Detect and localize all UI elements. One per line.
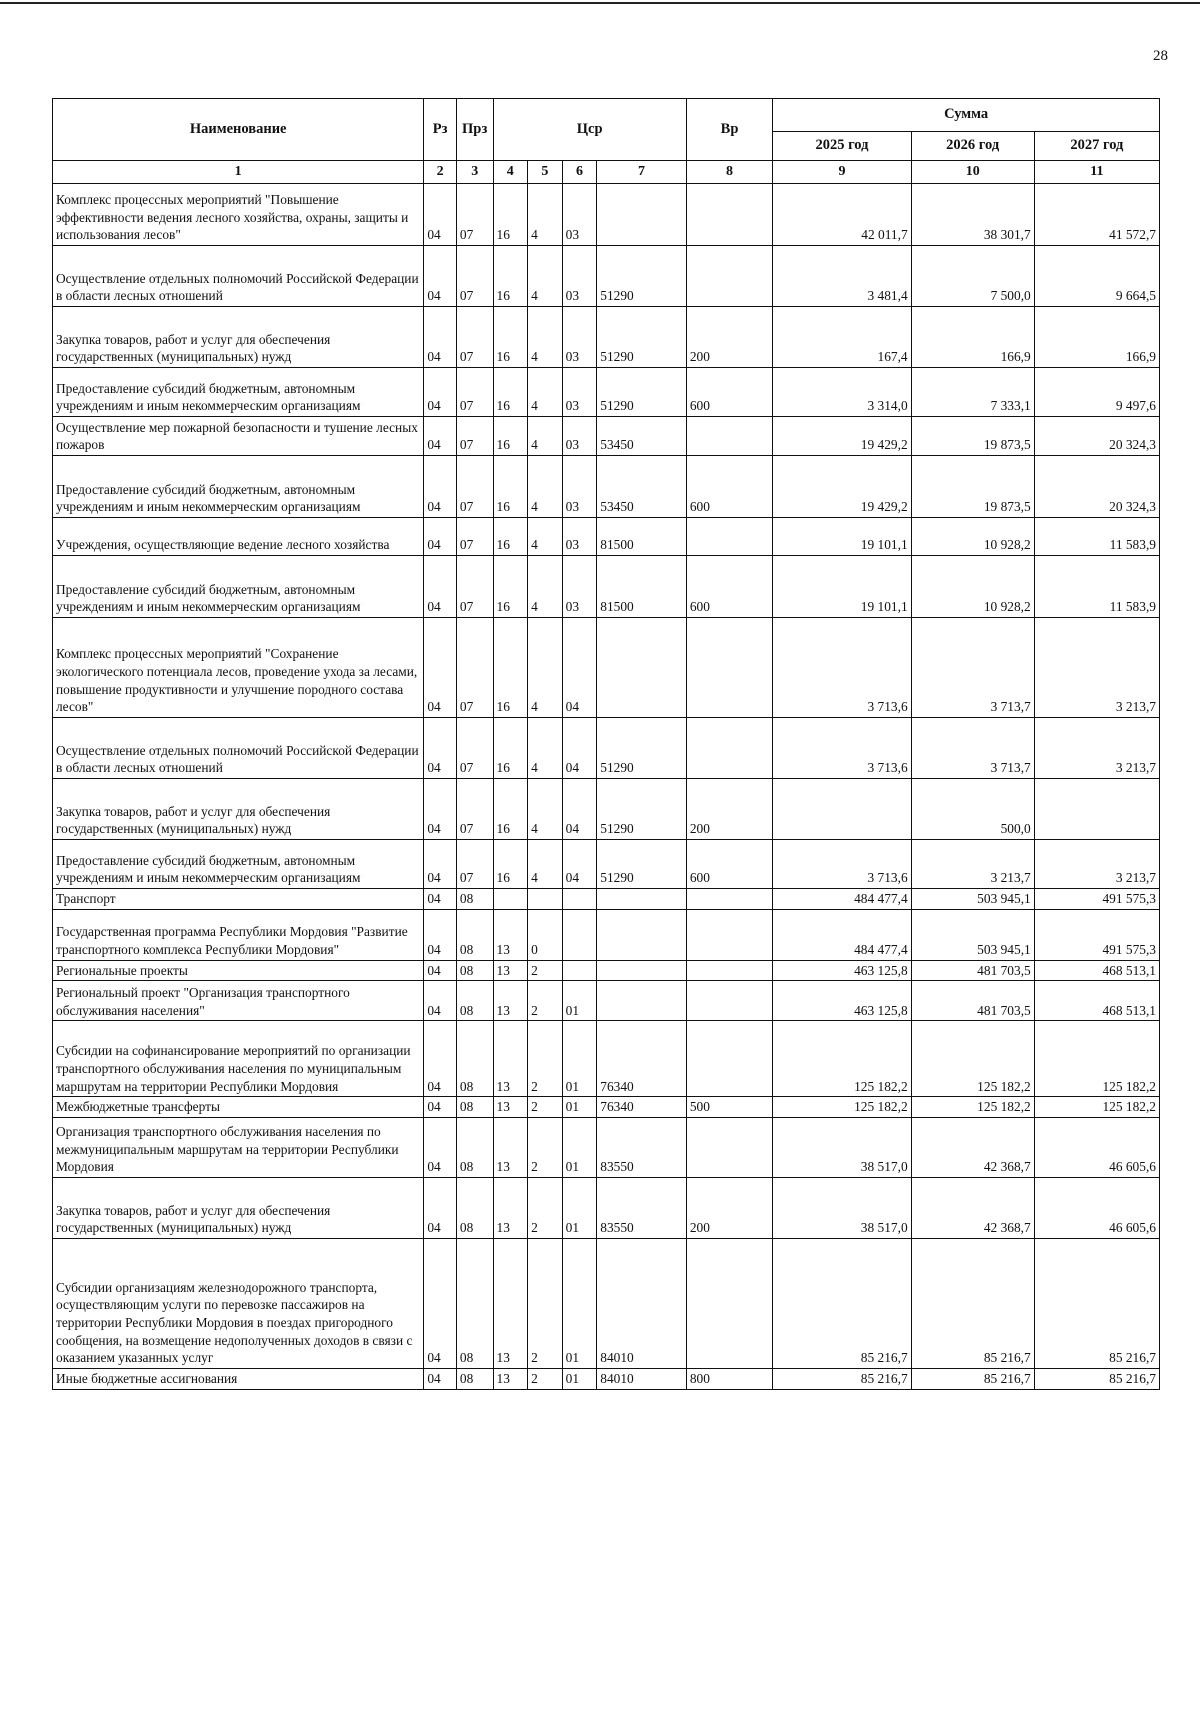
row-vr (686, 889, 772, 910)
row-csr-structure: 03 (562, 184, 597, 246)
row-amount-2025: 19 101,1 (773, 518, 911, 556)
row-csr-direction: 53450 (597, 456, 687, 518)
row-amount-2025: 125 182,2 (773, 1021, 911, 1097)
table-row (53, 1021, 1160, 1097)
row-csr-direction: 76340 (597, 1021, 687, 1097)
row-amount-2026: 481 703,5 (911, 981, 1034, 1021)
row-amount-2027: 41 572,7 (1034, 184, 1159, 246)
row-amount-2027: 491 575,3 (1034, 909, 1159, 960)
row-rz: 04 (424, 779, 457, 840)
row-csr-type: 2 (528, 1097, 563, 1118)
row-csr-program: 16 (493, 456, 528, 518)
row-prz: 07 (456, 368, 493, 417)
table-row (53, 889, 1160, 910)
row-csr-type: 2 (528, 960, 563, 981)
row-name: Предоставление субсидий бюджетным, автономным учреждениям и иным некоммерческим организациям (53, 456, 424, 518)
row-prz: 08 (456, 1118, 493, 1178)
row-amount-2026: 500,0 (911, 779, 1034, 840)
row-amount-2026: 481 703,5 (911, 960, 1034, 981)
row-name: Транспорт (53, 889, 424, 910)
row-prz: 08 (456, 1178, 493, 1239)
row-csr-type: 2 (528, 1118, 563, 1178)
row-prz: 08 (456, 1097, 493, 1118)
row-amount-2027: 85 216,7 (1034, 1239, 1159, 1369)
table-row (53, 909, 1160, 960)
row-vr (686, 1239, 772, 1369)
row-rz: 04 (424, 518, 457, 556)
column-number: 5 (528, 161, 563, 184)
row-amount-2027: 468 513,1 (1034, 981, 1159, 1021)
row-csr-type: 4 (528, 368, 563, 417)
row-name: Региональный проект "Организация транспортного обслуживания населения" (53, 981, 424, 1021)
header-prz: Прз (456, 99, 493, 161)
row-amount-2027: 85 216,7 (1034, 1369, 1159, 1390)
row-amount-2026: 3 713,7 (911, 718, 1034, 779)
row-csr-type: 2 (528, 1369, 563, 1390)
table-body (53, 184, 1160, 1390)
row-rz: 04 (424, 618, 457, 718)
row-prz: 07 (456, 417, 493, 456)
row-amount-2026: 42 368,7 (911, 1178, 1034, 1239)
row-csr-direction: 83550 (597, 1178, 687, 1239)
row-rz: 04 (424, 456, 457, 518)
row-csr-program: 13 (493, 960, 528, 981)
row-amount-2026: 10 928,2 (911, 556, 1034, 618)
row-amount-2025: 85 216,7 (773, 1369, 911, 1390)
row-name: Осуществление отдельных полномочий Российской Федерации в области лесных отношений (53, 246, 424, 307)
row-vr: 800 (686, 1369, 772, 1390)
row-amount-2026: 38 301,7 (911, 184, 1034, 246)
row-prz: 08 (456, 981, 493, 1021)
row-csr-direction: 81500 (597, 518, 687, 556)
row-amount-2026: 10 928,2 (911, 518, 1034, 556)
row-csr-structure (562, 909, 597, 960)
row-vr (686, 909, 772, 960)
row-amount-2025: 19 429,2 (773, 417, 911, 456)
row-csr-structure: 04 (562, 840, 597, 889)
row-csr-program: 16 (493, 718, 528, 779)
row-amount-2027: 9 664,5 (1034, 246, 1159, 307)
row-prz: 07 (456, 307, 493, 368)
row-csr-structure: 01 (562, 1369, 597, 1390)
row-vr: 600 (686, 368, 772, 417)
row-csr-program: 16 (493, 307, 528, 368)
table-row (53, 456, 1160, 518)
row-csr-type: 4 (528, 556, 563, 618)
row-csr-program (493, 889, 528, 910)
header-vr: Вр (686, 99, 772, 161)
row-csr-structure: 04 (562, 779, 597, 840)
header-year-2026: 2026 год (911, 132, 1034, 161)
row-csr-direction: 51290 (597, 840, 687, 889)
row-rz: 04 (424, 1178, 457, 1239)
row-amount-2025: 38 517,0 (773, 1178, 911, 1239)
row-amount-2026: 19 873,5 (911, 417, 1034, 456)
row-rz: 04 (424, 1118, 457, 1178)
row-csr-direction: 51290 (597, 779, 687, 840)
row-amount-2026: 7 333,1 (911, 368, 1034, 417)
row-name: Региональные проекты (53, 960, 424, 981)
column-number: 11 (1034, 161, 1159, 184)
row-csr-type: 4 (528, 307, 563, 368)
row-rz: 04 (424, 960, 457, 981)
row-csr-structure (562, 960, 597, 981)
row-amount-2026: 3 713,7 (911, 618, 1034, 718)
row-csr-structure: 01 (562, 1239, 597, 1369)
row-csr-structure: 01 (562, 1097, 597, 1118)
row-prz: 08 (456, 889, 493, 910)
row-csr-program: 16 (493, 368, 528, 417)
row-vr (686, 1021, 772, 1097)
row-amount-2025 (773, 779, 911, 840)
row-amount-2025: 3 713,6 (773, 718, 911, 779)
row-vr (686, 417, 772, 456)
row-csr-type: 4 (528, 779, 563, 840)
row-csr-structure: 01 (562, 1118, 597, 1178)
row-amount-2026: 85 216,7 (911, 1369, 1034, 1390)
column-number: 10 (911, 161, 1034, 184)
row-amount-2025: 19 101,1 (773, 556, 911, 618)
row-rz: 04 (424, 840, 457, 889)
row-name: Организация транспортного обслуживания населения по межмуниципальным маршрутам на территории Республики Мордовия (53, 1118, 424, 1178)
row-name: Осуществление мер пожарной безопасности и тушение лесных пожаров (53, 417, 424, 456)
row-name: Учреждения, осуществляющие ведение лесного хозяйства (53, 518, 424, 556)
row-csr-direction: 51290 (597, 718, 687, 779)
table-row (53, 1178, 1160, 1239)
row-name: Предоставление субсидий бюджетным, автономным учреждениям и иным некоммерческим организациям (53, 368, 424, 417)
row-csr-type: 4 (528, 417, 563, 456)
row-amount-2027: 166,9 (1034, 307, 1159, 368)
row-name: Закупка товаров, работ и услуг для обеспечения государственных (муниципальных) нужд (53, 779, 424, 840)
table-row (53, 1369, 1160, 1390)
row-name: Предоставление субсидий бюджетным, автономным учреждениям и иным некоммерческим организациям (53, 556, 424, 618)
row-amount-2026: 125 182,2 (911, 1021, 1034, 1097)
table-row (53, 1118, 1160, 1178)
table-row (53, 307, 1160, 368)
row-name: Межбюджетные трансферты (53, 1097, 424, 1118)
row-amount-2027 (1034, 779, 1159, 840)
column-number: 4 (493, 161, 528, 184)
row-rz: 04 (424, 981, 457, 1021)
row-amount-2027: 3 213,7 (1034, 618, 1159, 718)
row-amount-2027: 125 182,2 (1034, 1021, 1159, 1097)
row-vr: 200 (686, 307, 772, 368)
row-amount-2025: 42 011,7 (773, 184, 911, 246)
table-row (53, 1097, 1160, 1118)
row-rz: 04 (424, 556, 457, 618)
header-sum: Сумма (773, 99, 1160, 132)
row-csr-direction: 84010 (597, 1369, 687, 1390)
page-number: 28 (1153, 48, 1168, 64)
row-vr: 200 (686, 779, 772, 840)
row-amount-2027: 9 497,6 (1034, 368, 1159, 417)
row-amount-2026: 7 500,0 (911, 246, 1034, 307)
column-numbers-row (53, 161, 1160, 184)
header-csr: Цср (493, 99, 686, 161)
top-border-line (0, 2, 1200, 4)
row-amount-2025: 167,4 (773, 307, 911, 368)
row-csr-program: 13 (493, 1369, 528, 1390)
table-row (53, 184, 1160, 246)
row-csr-type: 0 (528, 909, 563, 960)
row-amount-2026: 503 945,1 (911, 889, 1034, 910)
row-csr-program: 13 (493, 1021, 528, 1097)
row-vr (686, 1118, 772, 1178)
table-row (53, 246, 1160, 307)
row-csr-program: 16 (493, 556, 528, 618)
row-csr-structure: 03 (562, 556, 597, 618)
row-csr-type: 4 (528, 840, 563, 889)
row-vr (686, 184, 772, 246)
row-amount-2025: 3 314,0 (773, 368, 911, 417)
row-csr-direction (597, 909, 687, 960)
column-number: 9 (773, 161, 911, 184)
row-csr-direction: 84010 (597, 1239, 687, 1369)
row-csr-direction: 53450 (597, 417, 687, 456)
row-rz: 04 (424, 909, 457, 960)
row-csr-direction: 51290 (597, 368, 687, 417)
row-name: Субсидии на софинансирование мероприятий по организации транспортного обслуживания населения по муниципальным маршрутам на территории Республики Мордовия (53, 1021, 424, 1097)
row-amount-2027: 3 213,7 (1034, 718, 1159, 779)
row-prz: 08 (456, 909, 493, 960)
row-vr (686, 518, 772, 556)
row-vr (686, 618, 772, 718)
row-vr (686, 960, 772, 981)
column-number: 7 (597, 161, 687, 184)
row-csr-type: 4 (528, 518, 563, 556)
row-csr-direction: 83550 (597, 1118, 687, 1178)
row-csr-type: 2 (528, 1239, 563, 1369)
column-number: 1 (53, 161, 424, 184)
row-csr-direction (597, 981, 687, 1021)
row-amount-2026: 125 182,2 (911, 1097, 1034, 1118)
row-amount-2027: 11 583,9 (1034, 556, 1159, 618)
row-csr-program: 16 (493, 518, 528, 556)
row-amount-2026: 3 213,7 (911, 840, 1034, 889)
row-prz: 08 (456, 1239, 493, 1369)
row-rz: 04 (424, 184, 457, 246)
row-vr: 600 (686, 840, 772, 889)
row-csr-structure: 03 (562, 417, 597, 456)
row-csr-type: 4 (528, 246, 563, 307)
row-amount-2026: 42 368,7 (911, 1118, 1034, 1178)
row-amount-2025: 484 477,4 (773, 889, 911, 910)
row-csr-direction: 81500 (597, 556, 687, 618)
row-amount-2027: 20 324,3 (1034, 456, 1159, 518)
row-csr-program: 16 (493, 618, 528, 718)
row-amount-2025: 85 216,7 (773, 1239, 911, 1369)
row-rz: 04 (424, 889, 457, 910)
row-csr-direction: 51290 (597, 246, 687, 307)
row-csr-program: 16 (493, 840, 528, 889)
row-prz: 07 (456, 718, 493, 779)
row-prz: 07 (456, 184, 493, 246)
row-amount-2025: 484 477,4 (773, 909, 911, 960)
row-csr-direction: 51290 (597, 307, 687, 368)
row-csr-direction (597, 184, 687, 246)
row-rz: 04 (424, 246, 457, 307)
row-csr-structure: 01 (562, 981, 597, 1021)
row-rz: 04 (424, 718, 457, 779)
row-prz: 07 (456, 518, 493, 556)
row-csr-structure: 04 (562, 718, 597, 779)
row-name: Закупка товаров, работ и услуг для обеспечения государственных (муниципальных) нужд (53, 1178, 424, 1239)
row-csr-program: 13 (493, 1118, 528, 1178)
row-amount-2027: 491 575,3 (1034, 889, 1159, 910)
row-csr-program: 13 (493, 909, 528, 960)
row-csr-structure: 03 (562, 246, 597, 307)
row-amount-2025: 125 182,2 (773, 1097, 911, 1118)
row-amount-2025: 38 517,0 (773, 1118, 911, 1178)
row-rz: 04 (424, 417, 457, 456)
row-amount-2025: 19 429,2 (773, 456, 911, 518)
row-vr (686, 246, 772, 307)
row-csr-direction (597, 889, 687, 910)
table-row (53, 556, 1160, 618)
header-rz: Рз (424, 99, 457, 161)
row-rz: 04 (424, 1369, 457, 1390)
header-year-2025: 2025 год (773, 132, 911, 161)
row-csr-direction (597, 618, 687, 718)
row-csr-program: 13 (493, 981, 528, 1021)
table-row (53, 840, 1160, 889)
row-prz: 08 (456, 1369, 493, 1390)
table-row (53, 960, 1160, 981)
column-number: 2 (424, 161, 457, 184)
table-row (53, 981, 1160, 1021)
row-amount-2027: 3 213,7 (1034, 840, 1159, 889)
row-csr-program: 13 (493, 1097, 528, 1118)
row-csr-structure: 01 (562, 1021, 597, 1097)
header-year-2027: 2027 год (1034, 132, 1159, 161)
row-csr-program: 13 (493, 1178, 528, 1239)
row-amount-2025: 3 481,4 (773, 246, 911, 307)
row-name: Осуществление отдельных полномочий Российской Федерации в области лесных отношений (53, 718, 424, 779)
row-rz: 04 (424, 1097, 457, 1118)
row-csr-direction (597, 960, 687, 981)
table-row (53, 1239, 1160, 1369)
row-prz: 07 (456, 556, 493, 618)
table-row (53, 518, 1160, 556)
row-vr: 200 (686, 1178, 772, 1239)
budget-table (52, 98, 1160, 1390)
row-csr-type: 4 (528, 618, 563, 718)
table-row (53, 618, 1160, 718)
row-rz: 04 (424, 1239, 457, 1369)
row-vr: 600 (686, 456, 772, 518)
row-amount-2026: 166,9 (911, 307, 1034, 368)
row-amount-2027: 11 583,9 (1034, 518, 1159, 556)
row-csr-type: 2 (528, 1178, 563, 1239)
row-csr-program: 16 (493, 779, 528, 840)
column-number: 8 (686, 161, 772, 184)
row-csr-type: 4 (528, 718, 563, 779)
row-name: Комплекс процессных мероприятий "Повышение эффективности ведения лесного хозяйства, охраны, защиты и использования лесов" (53, 184, 424, 246)
row-csr-type: 2 (528, 1021, 563, 1097)
table-row (53, 779, 1160, 840)
row-csr-type: 4 (528, 184, 563, 246)
row-csr-structure: 03 (562, 307, 597, 368)
row-csr-type: 4 (528, 456, 563, 518)
row-csr-program: 13 (493, 1239, 528, 1369)
row-vr (686, 981, 772, 1021)
row-prz: 08 (456, 1021, 493, 1097)
row-prz: 08 (456, 960, 493, 981)
row-amount-2025: 3 713,6 (773, 618, 911, 718)
row-amount-2026: 85 216,7 (911, 1239, 1034, 1369)
row-amount-2027: 125 182,2 (1034, 1097, 1159, 1118)
row-csr-program: 16 (493, 184, 528, 246)
row-name: Комплекс процессных мероприятий "Сохранение экологического потенциала лесов, проведение ухода за лесами, повышение продуктивности и улучшение породного состава лесов" (53, 618, 424, 718)
row-vr: 500 (686, 1097, 772, 1118)
row-amount-2027: 20 324,3 (1034, 417, 1159, 456)
row-csr-program: 16 (493, 246, 528, 307)
row-prz: 07 (456, 840, 493, 889)
row-csr-type: 2 (528, 981, 563, 1021)
row-csr-structure (562, 889, 597, 910)
row-name: Предоставление субсидий бюджетным, автономным учреждениям и иным некоммерческим организациям (53, 840, 424, 889)
table-row (53, 368, 1160, 417)
column-number: 6 (562, 161, 597, 184)
row-rz: 04 (424, 368, 457, 417)
row-csr-direction: 76340 (597, 1097, 687, 1118)
row-name: Закупка товаров, работ и услуг для обеспечения государственных (муниципальных) нужд (53, 307, 424, 368)
row-csr-structure: 03 (562, 518, 597, 556)
row-name: Государственная программа Республики Мордовия "Развитие транспортного комплекса Республики Мордовия" (53, 909, 424, 960)
row-amount-2025: 463 125,8 (773, 960, 911, 981)
row-csr-structure: 03 (562, 456, 597, 518)
column-number: 3 (456, 161, 493, 184)
row-csr-structure: 01 (562, 1178, 597, 1239)
row-vr (686, 718, 772, 779)
row-prz: 07 (456, 246, 493, 307)
header-name: Наименование (53, 99, 424, 161)
row-amount-2027: 468 513,1 (1034, 960, 1159, 981)
row-rz: 04 (424, 307, 457, 368)
row-name: Иные бюджетные ассигнования (53, 1369, 424, 1390)
row-vr: 600 (686, 556, 772, 618)
row-csr-structure: 03 (562, 368, 597, 417)
row-amount-2027: 46 605,6 (1034, 1178, 1159, 1239)
row-amount-2025: 463 125,8 (773, 981, 911, 1021)
row-amount-2025: 3 713,6 (773, 840, 911, 889)
row-csr-program: 16 (493, 417, 528, 456)
row-rz: 04 (424, 1021, 457, 1097)
row-prz: 07 (456, 779, 493, 840)
row-prz: 07 (456, 456, 493, 518)
table-row (53, 718, 1160, 779)
row-amount-2027: 46 605,6 (1034, 1118, 1159, 1178)
row-csr-structure: 04 (562, 618, 597, 718)
row-prz: 07 (456, 618, 493, 718)
row-name: Субсидии организациям железнодорожного транспорта, осуществляющим услуги по перевозке пассажиров на территории Республики Мордовия в поездах пригородного сообщения, на возмещение недополученных доходов в связи с оказанием указанных услуг (53, 1239, 424, 1369)
row-csr-type (528, 889, 563, 910)
table-row (53, 417, 1160, 456)
row-amount-2026: 19 873,5 (911, 456, 1034, 518)
row-amount-2026: 503 945,1 (911, 909, 1034, 960)
